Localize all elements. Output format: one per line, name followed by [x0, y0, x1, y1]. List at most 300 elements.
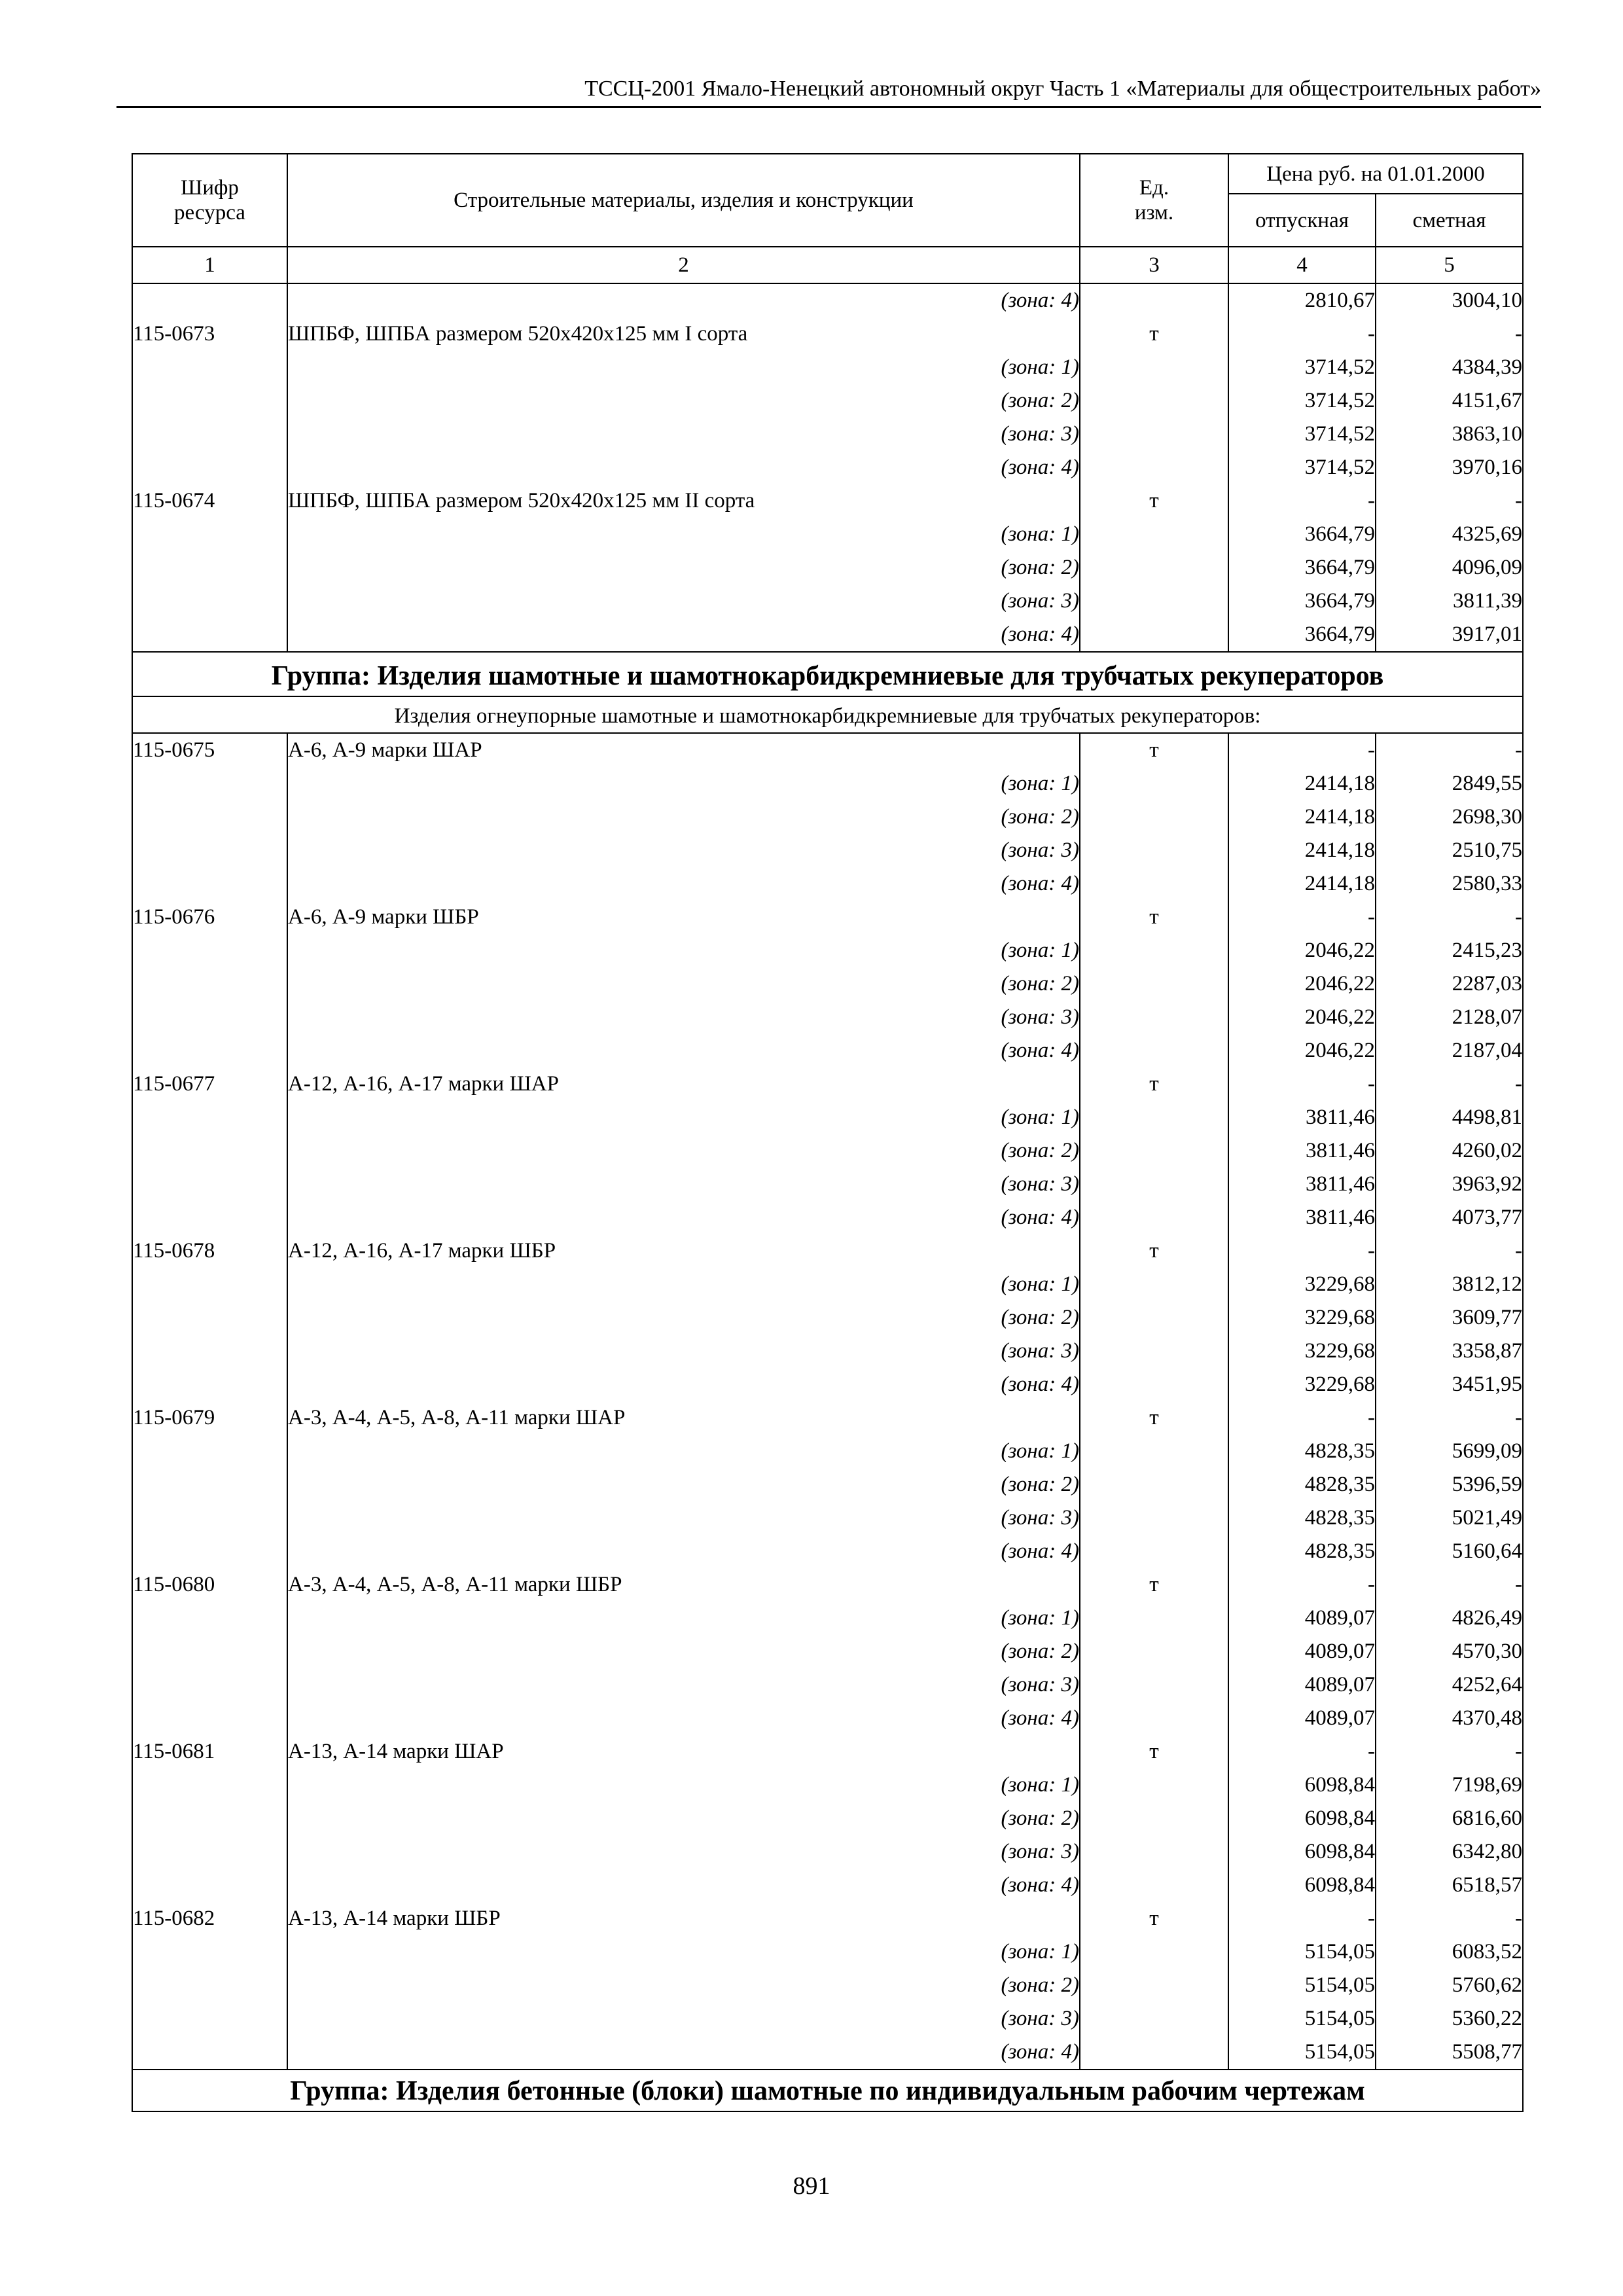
code-cell — [132, 618, 287, 652]
price-table — [132, 153, 1524, 2112]
unit-cell: т — [1080, 1234, 1228, 1268]
unit-cell: т — [1080, 1568, 1228, 1602]
estimate-price: 3863,10 — [1376, 418, 1523, 451]
running-header — [116, 68, 1541, 108]
group-2 — [132, 2070, 1523, 2111]
table-row — [132, 1902, 1523, 1935]
unit-cell — [1080, 1802, 1228, 1835]
code-cell — [132, 1635, 287, 1668]
code-cell — [132, 834, 287, 867]
estimate-price: 7198,69 — [1376, 1768, 1523, 1802]
code-cell — [132, 351, 287, 384]
header-unit-line1: Ед. — [1139, 176, 1169, 200]
unit-cell — [1080, 1535, 1228, 1568]
code-cell — [132, 1101, 287, 1134]
zone-label: (зона: 4) — [287, 1702, 1080, 1735]
estimate-price: 5160,64 — [1376, 1535, 1523, 1568]
table-row — [132, 1535, 1523, 1568]
table-row — [132, 1335, 1523, 1368]
code-cell — [132, 384, 287, 418]
release-price: 5154,05 — [1228, 1969, 1376, 2002]
code-cell — [132, 1001, 287, 1034]
zone-label: (зона: 2) — [287, 1969, 1080, 2002]
code-cell — [132, 1468, 287, 1501]
table-row — [132, 317, 1523, 351]
release-price: - — [1228, 1735, 1376, 1768]
table-head — [132, 154, 1523, 283]
resource-code: 115-0682 — [132, 1902, 287, 1935]
unit-cell — [1080, 1768, 1228, 1802]
code-cell — [132, 800, 287, 834]
zone-label: (зона: 3) — [287, 418, 1080, 451]
estimate-price: 3917,01 — [1376, 618, 1523, 652]
zone-label: (зона: 2) — [287, 1134, 1080, 1168]
table-row — [132, 1168, 1523, 1201]
table-body-b — [132, 733, 1523, 2070]
group-subtitle: Изделия огнеупорные шамотные и шамотнокарбидкремниевые для трубчатых рекуператоров: — [132, 696, 1523, 733]
release-price: 6098,84 — [1228, 1869, 1376, 1902]
material-name: А-13, А-14 марки ШБР — [287, 1902, 1080, 1935]
unit-cell — [1080, 1301, 1228, 1335]
estimate-price: 4370,48 — [1376, 1702, 1523, 1735]
release-price: 4089,07 — [1228, 1602, 1376, 1635]
release-price: 3229,68 — [1228, 1368, 1376, 1401]
release-price: 3714,52 — [1228, 451, 1376, 484]
table-row — [132, 1835, 1523, 1869]
estimate-price: 5760,62 — [1376, 1969, 1523, 2002]
unit-cell — [1080, 1134, 1228, 1168]
unit-cell: т — [1080, 1401, 1228, 1435]
release-price: 3229,68 — [1228, 1335, 1376, 1368]
release-price: 3229,68 — [1228, 1268, 1376, 1301]
group-title: Группа: Изделия бетонные (блоки) шамотные по индивидуальным рабочим чертежам — [132, 2070, 1523, 2111]
table-row — [132, 1234, 1523, 1268]
zone-label: (зона: 1) — [287, 1602, 1080, 1635]
estimate-price: 5699,09 — [1376, 1435, 1523, 1468]
zone-label: (зона: 2) — [287, 384, 1080, 418]
zone-label: (зона: 2) — [287, 1301, 1080, 1335]
resource-code: 115-0681 — [132, 1735, 287, 1768]
code-cell — [132, 1168, 287, 1201]
release-price: - — [1228, 1067, 1376, 1101]
table-row — [132, 901, 1523, 934]
material-name: А-6, А-9 марки ШБР — [287, 901, 1080, 934]
table-row — [132, 1368, 1523, 1401]
code-cell — [132, 1702, 287, 1735]
unit-cell — [1080, 618, 1228, 652]
table-row — [132, 733, 1523, 767]
running-title: ТССЦ-2001 Ямало-Ненецкий автономный округ Часть 1 «Материалы для общестроительных работ» — [584, 77, 1541, 101]
zone-label: (зона: 3) — [287, 1001, 1080, 1034]
release-price: - — [1228, 1234, 1376, 1268]
zone-label: (зона: 1) — [287, 767, 1080, 800]
release-price: 4828,35 — [1228, 1535, 1376, 1568]
table-row — [132, 1001, 1523, 1034]
zone-label: (зона: 1) — [287, 1268, 1080, 1301]
header-unit-line2: изм. — [1134, 201, 1174, 224]
table-row — [132, 934, 1523, 967]
table-row — [132, 1735, 1523, 1768]
estimate-price: 3004,10 — [1376, 283, 1523, 317]
release-price: 5154,05 — [1228, 2036, 1376, 2070]
zone-label: (зона: 4) — [287, 618, 1080, 652]
estimate-price: 3358,87 — [1376, 1335, 1523, 1368]
estimate-price: 4384,39 — [1376, 351, 1523, 384]
resource-code: 115-0680 — [132, 1568, 287, 1602]
code-cell — [132, 1602, 287, 1635]
table-row — [132, 1869, 1523, 1902]
table-row — [132, 1134, 1523, 1168]
unit-cell: т — [1080, 317, 1228, 351]
zone-label: (зона: 2) — [287, 1468, 1080, 1501]
zone-label: (зона: 3) — [287, 1501, 1080, 1535]
material-name: ШПБФ, ШПБА размером 520x420x125 мм II сорта — [287, 484, 1080, 518]
unit-cell — [1080, 1001, 1228, 1034]
resource-code: 115-0674 — [132, 484, 287, 518]
code-cell — [132, 1268, 287, 1301]
zone-label: (зона: 1) — [287, 351, 1080, 384]
zone-label: (зона: 4) — [287, 867, 1080, 901]
estimate-price: 2415,23 — [1376, 934, 1523, 967]
estimate-price: 2287,03 — [1376, 967, 1523, 1001]
table-row — [132, 1101, 1523, 1134]
estimate-price: 3970,16 — [1376, 451, 1523, 484]
release-price: 2046,22 — [1228, 1034, 1376, 1067]
table-row — [132, 1435, 1523, 1468]
unit-cell: т — [1080, 1902, 1228, 1935]
unit-cell — [1080, 867, 1228, 901]
estimate-price: - — [1376, 733, 1523, 767]
material-name: А-12, А-16, А-17 марки ШАР — [287, 1067, 1080, 1101]
code-cell — [132, 1501, 287, 1535]
header-code-line1: Шифр — [181, 176, 239, 200]
zone-label: (зона: 1) — [287, 1768, 1080, 1802]
release-price: 3811,46 — [1228, 1134, 1376, 1168]
estimate-price: - — [1376, 1735, 1523, 1768]
release-price: 2414,18 — [1228, 867, 1376, 901]
estimate-price: 4151,67 — [1376, 384, 1523, 418]
zone-label: (зона: 1) — [287, 1935, 1080, 1969]
unit-cell — [1080, 967, 1228, 1001]
release-price: 4828,35 — [1228, 1501, 1376, 1535]
code-cell — [132, 1435, 287, 1468]
release-price: - — [1228, 901, 1376, 934]
table-row — [132, 1301, 1523, 1335]
header-code-line2: ресурса — [174, 201, 245, 224]
code-cell — [132, 418, 287, 451]
header-unit — [1080, 154, 1228, 247]
release-price: 3811,46 — [1228, 1201, 1376, 1234]
table-row — [132, 484, 1523, 518]
zone-label: (зона: 1) — [287, 934, 1080, 967]
release-price: 4828,35 — [1228, 1435, 1376, 1468]
estimate-price: 5396,59 — [1376, 1468, 1523, 1501]
zone-label: (зона: 4) — [287, 1535, 1080, 1568]
table-row — [132, 967, 1523, 1001]
zone-label: (зона: 4) — [287, 1368, 1080, 1401]
zone-label: (зона: 4) — [287, 2036, 1080, 2070]
unit-cell — [1080, 1602, 1228, 1635]
estimate-price: 4325,69 — [1376, 518, 1523, 551]
code-cell — [132, 551, 287, 584]
release-price: - — [1228, 1401, 1376, 1435]
estimate-price: 4260,02 — [1376, 1134, 1523, 1168]
column-number: 4 — [1228, 247, 1376, 283]
code-cell — [132, 518, 287, 551]
column-number: 3 — [1080, 247, 1228, 283]
unit-cell — [1080, 1869, 1228, 1902]
zone-label: (зона: 2) — [287, 1635, 1080, 1668]
material-name: ШПБФ, ШПБА размером 520x420x125 мм I сорта — [287, 317, 1080, 351]
material-name: А-3, А-4, А-5, А-8, А-11 марки ШБР — [287, 1568, 1080, 1602]
code-cell — [132, 934, 287, 967]
unit-cell — [1080, 2002, 1228, 2036]
header-price-estimate: сметная — [1376, 194, 1523, 247]
estimate-price: 2510,75 — [1376, 834, 1523, 867]
estimate-price: 3811,39 — [1376, 584, 1523, 618]
code-cell — [132, 283, 287, 317]
zone-label: (зона: 4) — [287, 451, 1080, 484]
code-cell — [132, 2002, 287, 2036]
estimate-price: 2187,04 — [1376, 1034, 1523, 1067]
estimate-price: 2849,55 — [1376, 767, 1523, 800]
release-price: 2414,18 — [1228, 834, 1376, 867]
unit-cell — [1080, 767, 1228, 800]
table-row — [132, 1768, 1523, 1802]
estimate-price: - — [1376, 901, 1523, 934]
estimate-price: 2698,30 — [1376, 800, 1523, 834]
table-row — [132, 384, 1523, 418]
estimate-price: - — [1376, 1568, 1523, 1602]
unit-cell — [1080, 800, 1228, 834]
code-cell — [132, 1034, 287, 1067]
unit-cell — [1080, 1368, 1228, 1401]
zone-label: (зона: 1) — [287, 1435, 1080, 1468]
estimate-price: 6342,80 — [1376, 1835, 1523, 1869]
unit-cell — [1080, 451, 1228, 484]
unit-cell — [1080, 1635, 1228, 1668]
header-price-release: отпускная — [1228, 194, 1376, 247]
table-row — [132, 767, 1523, 800]
zone-label: (зона: 3) — [287, 1835, 1080, 1869]
release-price: 6098,84 — [1228, 1835, 1376, 1869]
unit-cell — [1080, 1468, 1228, 1501]
zone-label: (зона: 3) — [287, 1168, 1080, 1201]
header-code — [132, 154, 287, 247]
release-price: 6098,84 — [1228, 1802, 1376, 1835]
unit-cell — [1080, 518, 1228, 551]
table-row — [132, 351, 1523, 384]
release-price: 4828,35 — [1228, 1468, 1376, 1501]
estimate-price: - — [1376, 1067, 1523, 1101]
unit-cell — [1080, 934, 1228, 967]
code-cell — [132, 867, 287, 901]
release-price: 4089,07 — [1228, 1635, 1376, 1668]
unit-cell: т — [1080, 1735, 1228, 1768]
release-price: 6098,84 — [1228, 1768, 1376, 1802]
estimate-price: 6083,52 — [1376, 1935, 1523, 1969]
release-price: 2414,18 — [1228, 767, 1376, 800]
unit-cell — [1080, 1935, 1228, 1969]
release-price: 3664,79 — [1228, 584, 1376, 618]
table-row — [132, 283, 1523, 317]
estimate-price: 2128,07 — [1376, 1001, 1523, 1034]
zone-label: (зона: 3) — [287, 584, 1080, 618]
header-price-caption: Цена руб. на 01.01.2000 — [1228, 154, 1523, 194]
resource-code: 115-0678 — [132, 1234, 287, 1268]
code-cell — [132, 1201, 287, 1234]
release-price: 2046,22 — [1228, 934, 1376, 967]
estimate-price: 4826,49 — [1376, 1602, 1523, 1635]
estimate-price: - — [1376, 317, 1523, 351]
release-price: - — [1228, 1568, 1376, 1602]
estimate-price: 3451,95 — [1376, 1368, 1523, 1401]
code-cell — [132, 1301, 287, 1335]
unit-cell — [1080, 2036, 1228, 2070]
zone-label: (зона: 4) — [287, 1869, 1080, 1902]
zone-label: (зона: 2) — [287, 1802, 1080, 1835]
unit-cell — [1080, 834, 1228, 867]
table-row — [132, 1935, 1523, 1969]
release-price: 4089,07 — [1228, 1702, 1376, 1735]
code-cell — [132, 1802, 287, 1835]
release-price: - — [1228, 484, 1376, 518]
resource-code: 115-0675 — [132, 733, 287, 767]
estimate-price: - — [1376, 1902, 1523, 1935]
unit-cell: т — [1080, 733, 1228, 767]
unit-cell — [1080, 551, 1228, 584]
unit-cell — [1080, 1702, 1228, 1735]
unit-cell — [1080, 283, 1228, 317]
table-row — [132, 1635, 1523, 1668]
release-price: - — [1228, 1902, 1376, 1935]
estimate-price: 4073,77 — [1376, 1201, 1523, 1234]
zone-label: (зона: 3) — [287, 1668, 1080, 1702]
table-row — [132, 1201, 1523, 1234]
code-cell — [132, 1368, 287, 1401]
unit-cell: т — [1080, 1067, 1228, 1101]
release-price: - — [1228, 317, 1376, 351]
table-row — [132, 1602, 1523, 1635]
column-numbers-row — [132, 247, 1523, 283]
table-row — [132, 1468, 1523, 1501]
unit-cell — [1080, 584, 1228, 618]
release-price: 3811,46 — [1228, 1101, 1376, 1134]
estimate-price: 3963,92 — [1376, 1168, 1523, 1201]
release-price: 3714,52 — [1228, 418, 1376, 451]
material-name: А-6, А-9 марки ШАР — [287, 733, 1080, 767]
code-cell — [132, 1668, 287, 1702]
table-row — [132, 451, 1523, 484]
code-cell — [132, 2036, 287, 2070]
table-row — [132, 867, 1523, 901]
table-row — [132, 800, 1523, 834]
unit-cell — [1080, 1101, 1228, 1134]
table-row — [132, 584, 1523, 618]
code-cell — [132, 1768, 287, 1802]
table-row — [132, 1969, 1523, 2002]
table-row — [132, 1268, 1523, 1301]
table-row — [132, 1401, 1523, 1435]
release-price: 5154,05 — [1228, 1935, 1376, 1969]
table-row — [132, 551, 1523, 584]
header-name: Строительные материалы, изделия и конструкции — [287, 154, 1080, 247]
code-cell — [132, 967, 287, 1001]
release-price: 2414,18 — [1228, 800, 1376, 834]
release-price: 5154,05 — [1228, 2002, 1376, 2036]
estimate-price: 5508,77 — [1376, 2036, 1523, 2070]
zone-label: (зона: 2) — [287, 800, 1080, 834]
unit-cell: т — [1080, 484, 1228, 518]
unit-cell — [1080, 1668, 1228, 1702]
estimate-price: 5021,49 — [1376, 1501, 1523, 1535]
column-number: 5 — [1376, 247, 1523, 283]
code-cell — [132, 584, 287, 618]
estimate-price: 4570,30 — [1376, 1635, 1523, 1668]
resource-code: 115-0676 — [132, 901, 287, 934]
group-1 — [132, 652, 1523, 733]
code-cell — [132, 1835, 287, 1869]
release-price: 3664,79 — [1228, 551, 1376, 584]
group-title: Группа: Изделия шамотные и шамотнокарбидкремниевые для трубчатых рекуператоров — [132, 652, 1523, 696]
resource-code: 115-0679 — [132, 1401, 287, 1435]
table-row — [132, 618, 1523, 652]
unit-cell — [1080, 1835, 1228, 1869]
release-price: 3664,79 — [1228, 518, 1376, 551]
estimate-price: 6816,60 — [1376, 1802, 1523, 1835]
code-cell — [132, 1969, 287, 2002]
zone-label: (зона: 2) — [287, 551, 1080, 584]
estimate-price: 5360,22 — [1376, 2002, 1523, 2036]
code-cell — [132, 1535, 287, 1568]
table-row — [132, 2002, 1523, 2036]
estimate-price: 2580,33 — [1376, 867, 1523, 901]
unit-cell — [1080, 418, 1228, 451]
zone-label: (зона: 4) — [287, 1034, 1080, 1067]
zone-label: (зона: 4) — [287, 1201, 1080, 1234]
table-row — [132, 1702, 1523, 1735]
resource-code: 115-0677 — [132, 1067, 287, 1101]
unit-cell: т — [1080, 901, 1228, 934]
release-price: - — [1228, 733, 1376, 767]
zone-label: (зона: 3) — [287, 834, 1080, 867]
release-price: 4089,07 — [1228, 1668, 1376, 1702]
material-name: А-3, А-4, А-5, А-8, А-11 марки ШАР — [287, 1401, 1080, 1435]
table-row — [132, 1067, 1523, 1101]
column-number: 1 — [132, 247, 287, 283]
table-row — [132, 1668, 1523, 1702]
code-cell — [132, 1335, 287, 1368]
release-price: 2046,22 — [1228, 967, 1376, 1001]
code-cell — [132, 1869, 287, 1902]
estimate-price: - — [1376, 1234, 1523, 1268]
release-price: 2810,67 — [1228, 283, 1376, 317]
estimate-price: 6518,57 — [1376, 1869, 1523, 1902]
zone-label: (зона: 1) — [287, 518, 1080, 551]
release-price: 3714,52 — [1228, 384, 1376, 418]
table-row — [132, 518, 1523, 551]
estimate-price: - — [1376, 1401, 1523, 1435]
unit-cell — [1080, 1201, 1228, 1234]
code-cell — [132, 1134, 287, 1168]
unit-cell — [1080, 384, 1228, 418]
code-cell — [132, 451, 287, 484]
table-row — [132, 1034, 1523, 1067]
zone-label: (зона: 4) — [287, 283, 1080, 317]
code-cell — [132, 1935, 287, 1969]
zone-label: (зона: 2) — [287, 967, 1080, 1001]
table-row — [132, 1568, 1523, 1602]
